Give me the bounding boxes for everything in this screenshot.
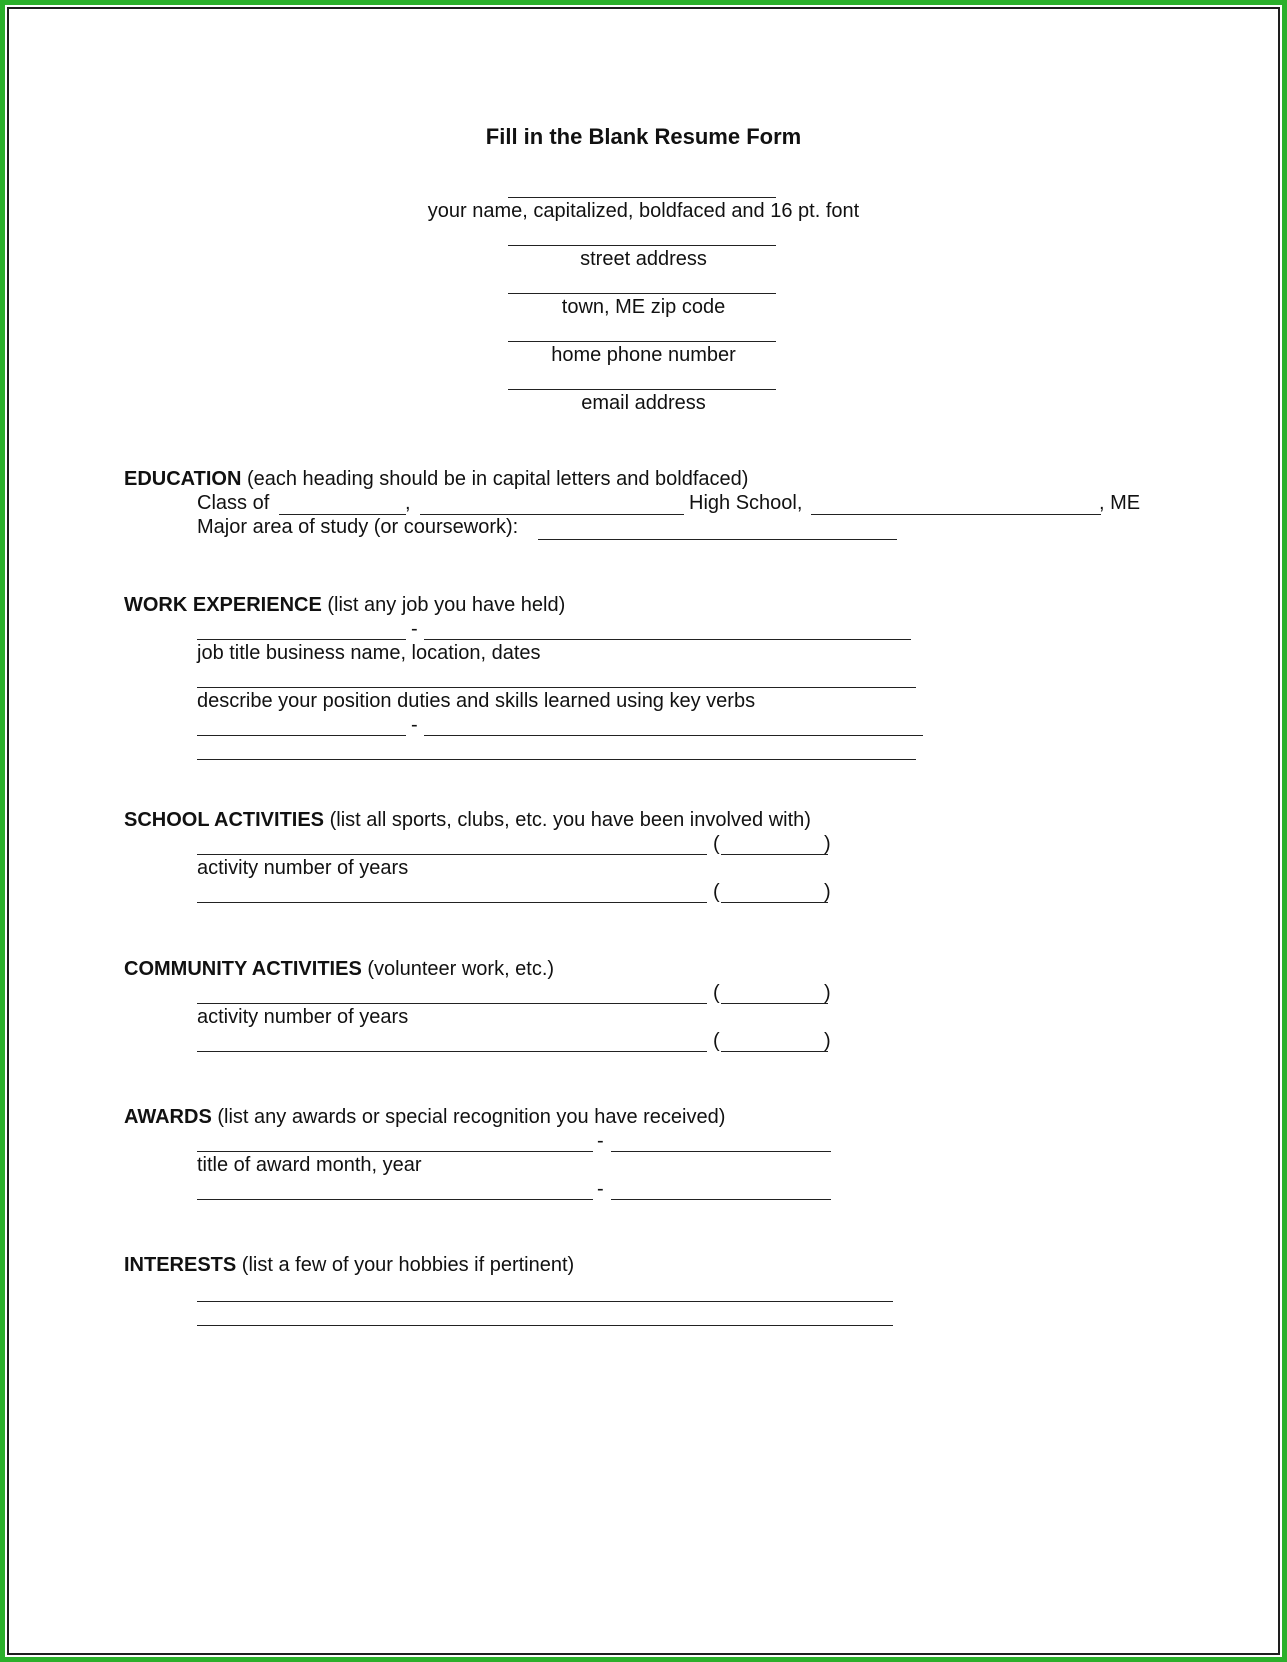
community-caption: activity number of years [197, 1006, 409, 1028]
community-paren-close-2: ) [824, 1030, 831, 1052]
name-caption: your name, capitalized, boldfaced and 16 pt. font [427, 200, 860, 222]
form-title: Fill in the Blank Resume Form [485, 124, 802, 149]
award-date-blank-1 [611, 1151, 831, 1152]
interests-blank-2 [197, 1325, 893, 1326]
community-note: (volunteer work, etc.) [361, 958, 555, 980]
phone-caption: home phone number [551, 344, 736, 366]
community-activity-blank-1 [197, 1003, 707, 1004]
award-title-blank-2 [197, 1199, 593, 1200]
job-title-blank-1 [197, 639, 406, 640]
interests-heading: INTERESTS [124, 1254, 237, 1276]
duties-blank-1 [197, 687, 916, 688]
class-of-label: Class of [197, 492, 270, 514]
duties-blank-2 [197, 759, 916, 760]
email-caption: email address [581, 392, 706, 414]
high-school-label: High School, [689, 492, 803, 514]
awards-heading-row [124, 1105, 725, 1129]
school-paren-open-2: ( [713, 881, 720, 903]
community-years-blank-2 [721, 1051, 828, 1052]
school-paren-close-2: ) [824, 881, 831, 903]
email-blank [508, 389, 776, 390]
town-school-blank [811, 514, 1101, 515]
business-blank-2 [424, 735, 923, 736]
community-paren-close-1: ) [824, 982, 831, 1004]
street-caption: street address [580, 248, 707, 270]
name-blank [508, 197, 776, 198]
work-dash-1: - [411, 618, 418, 640]
school-activity-blank-1 [197, 854, 707, 855]
school-activity-blank-2 [197, 902, 707, 903]
awards-dash-1: - [597, 1130, 604, 1152]
class-comma: , [405, 492, 411, 514]
community-heading: COMMUNITY ACTIVITIES [124, 958, 362, 980]
school-years-blank-1 [721, 854, 828, 855]
phone-blank [508, 341, 776, 342]
job-title-blank-2 [197, 735, 406, 736]
community-paren-open-2: ( [713, 1030, 720, 1052]
interests-note: (list a few of your hobbies if pertinent) [236, 1254, 575, 1276]
education-heading-row [124, 467, 748, 491]
school-caption: activity number of years [197, 857, 409, 879]
community-heading-row [124, 957, 554, 981]
award-date-blank-2 [611, 1199, 831, 1200]
street-blank [508, 245, 776, 246]
work-caption-2: describe your position duties and skills learned using key verbs [197, 690, 756, 712]
community-paren-open-1: ( [713, 982, 720, 1004]
work-caption-1: job title business name, location, dates [197, 642, 541, 664]
major-blank [538, 539, 897, 540]
work-heading-row [124, 593, 565, 617]
work-note: (list any job you have held) [321, 594, 566, 616]
work-dash-2: - [411, 714, 418, 736]
major-label: Major area of study (or coursework): [197, 516, 519, 538]
awards-note: (list any awards or special recognition you have received) [211, 1106, 726, 1128]
school-paren-close-1: ) [824, 833, 831, 855]
community-years-blank-1 [721, 1003, 828, 1004]
work-heading: WORK EXPERIENCE [124, 594, 322, 616]
interests-heading-row [124, 1253, 574, 1277]
community-activity-blank-2 [197, 1051, 707, 1052]
school-heading: SCHOOL ACTIVITIES [124, 809, 325, 831]
awards-caption: title of award month, year [197, 1154, 422, 1176]
town-caption: town, ME zip code [561, 296, 726, 318]
state-label: , ME [1099, 492, 1141, 514]
award-title-blank-1 [197, 1151, 593, 1152]
education-note: (each heading should be in capital letters and boldfaced) [241, 468, 749, 490]
awards-dash-2: - [597, 1178, 604, 1200]
school-years-blank-2 [721, 902, 828, 903]
town-blank [508, 293, 776, 294]
school-note: (list all sports, clubs, etc. you have been involved with) [324, 809, 811, 831]
school-heading-row [124, 808, 811, 832]
awards-heading: AWARDS [124, 1106, 212, 1128]
interests-blank-1 [197, 1301, 893, 1302]
education-heading: EDUCATION [124, 468, 242, 490]
school-paren-open-1: ( [713, 833, 720, 855]
business-blank-1 [424, 639, 911, 640]
